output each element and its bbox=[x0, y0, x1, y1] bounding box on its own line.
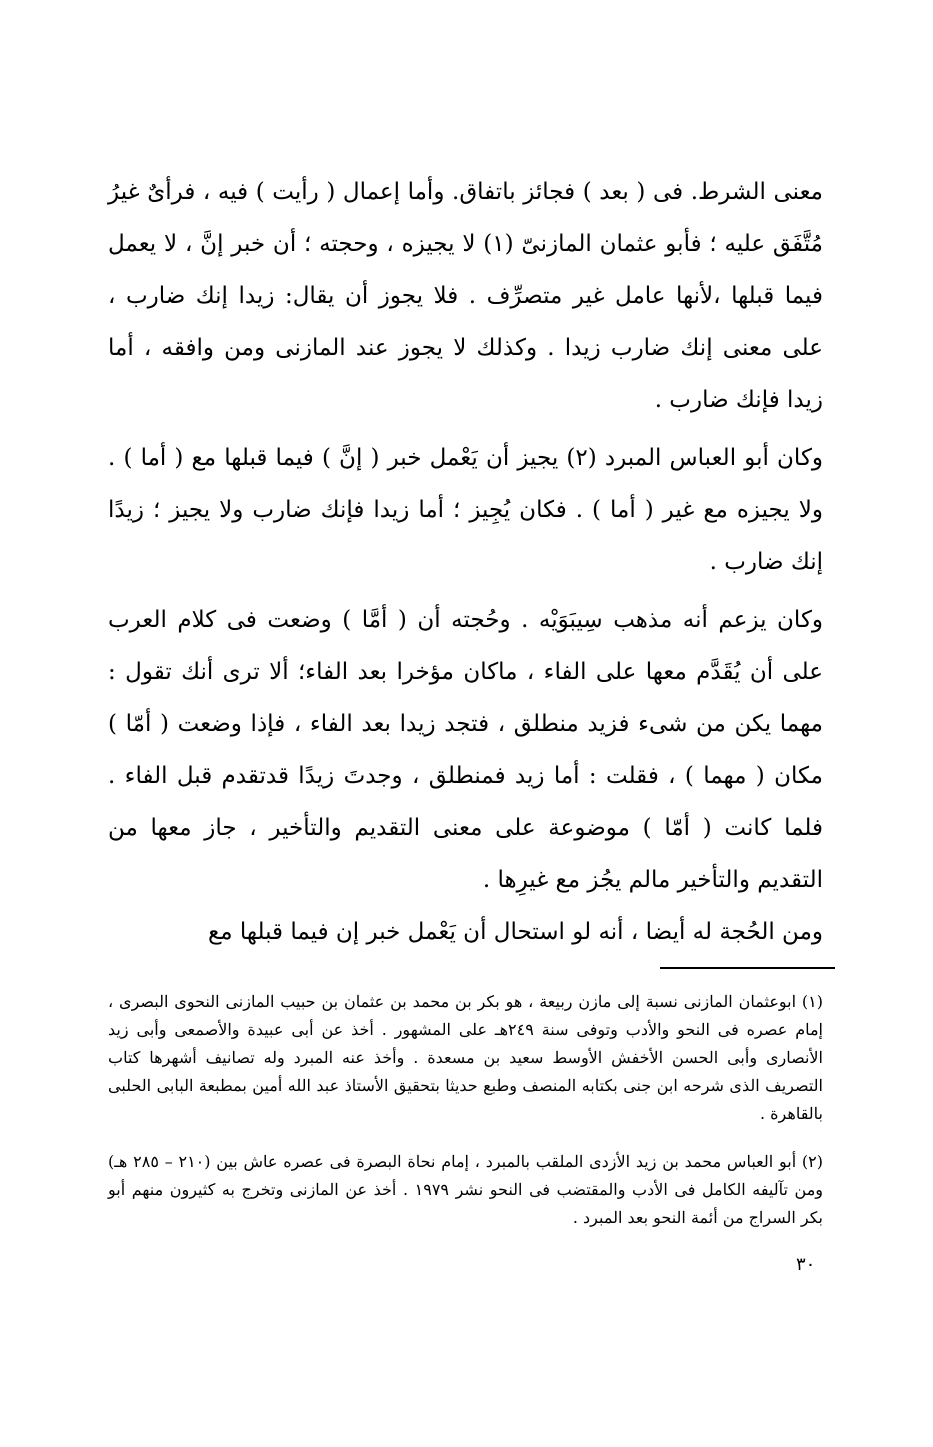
paragraph-text: وكان يزعم أنه مذهب سِيبَوَيْه . وحُجته أن ( أمَّا ) وضعت فى كلام العرب على أن يُقَدَّم معها على الفاء ، ماكان مؤخرا بعد الفاء؛ ألا ترى أنك تقول : مهما يكن من شىء فزيد منطلق ، فتجد زيدا بعد الفاء ، فإذا وضعت ( أمّا ) مكان ( مهما ) ، فقلت : أما زيد فمنطلق ، وجدتَ زيدًا قدتقدم قبل الفاء . فلما كانت ( أمّا ) موضوعة على معنى التقديم والتأخير ، جاز معها من التقديم والتأخير مالم يجُز مع غيرِها . bbox=[108, 607, 823, 893]
paragraph bbox=[108, 906, 823, 958]
paragraph bbox=[108, 432, 823, 588]
footnote bbox=[108, 1148, 823, 1232]
footnote-text: (١) ابوعثمان المازنى نسبة إلى مازن ربيعة ، هو بكر بن محمد بن عثمان بن حبيب المازنى النحوى البصرى ، إمام عصره فى النحو والأدب وتوفى سنة ٢٤٩هـ على المشهور . أخذ عن أبى عبيدة والأصمعى وأبى زيد الأنصارى وأبى الحسن الأخفش الأوسط سعيد بن مسعدة . وأخذ عنه المبرد وله تصانيف أشهرها كتاب التصريف الذى شرحه ابن جنى بكتابه المنصف وطبع حديثا بتحقيق الأستاذ عبد الله أمين بمطبعة البابى الحلبى بالقاهرة . bbox=[108, 992, 824, 1123]
footnote-separator bbox=[660, 967, 835, 969]
paragraph bbox=[108, 594, 823, 906]
page-number: ٣٠ bbox=[796, 1254, 816, 1275]
paragraph-text: معنى الشرط. فى ( بعد ) فجائز باتفاق. وأما إعمال ( رأيت ) فيه ، فرأىٌ غيرُ مُتَّفَق عليه ؛ فأبو عثمان المازنىّ (١) لا يجيزه ، وحجته ؛ أن خبر إنَّ ، لا يعمل فيما قبلها ،لأنها عامل غير متصرِّف . فلا يجوز أن يقال: زيدا إنك ضارب ، على معنى إنك ضارب زيدا . وكذلك لا يجوز عند المازنى ومن وافقه ، أما زيدا فإنك ضارب . bbox=[108, 179, 823, 413]
paragraph-text: وكان أبو العباس المبرد (٢) يجيز أن يَعْمل خبر ( إنَّ ) فيما قبلها مع ( أما ) . ولا يجيزه مع غير ( أما ) . فكان يُجِيز ؛ أما زيدا فإنك ضارب ولا يجيز ؛ زيدًا إنك ضارب . bbox=[108, 445, 823, 575]
paragraph bbox=[108, 166, 823, 426]
footnote bbox=[108, 988, 823, 1128]
paragraph-text: ومن الحُجة له أيضا ، أنه لو استحال أن يَعْمل خبر إن فيما قبلها مع bbox=[208, 919, 823, 945]
footnote-text: (٢) أبو العباس محمد بن زيد الأزدى الملقب بالمبرد ، إمام نحاة البصرة فى عصره عاش بين (٢١٠ – ٢٨٥ هـ) ومن تآليفه الكامل فى الأدب والمقتضب فى النحو نشر ١٩٧٩ . أخذ عن المازنى وتخرج به كثيرون منهم أبو بكر السراج من أئمة النحو بعد المبرد . bbox=[108, 1152, 824, 1227]
